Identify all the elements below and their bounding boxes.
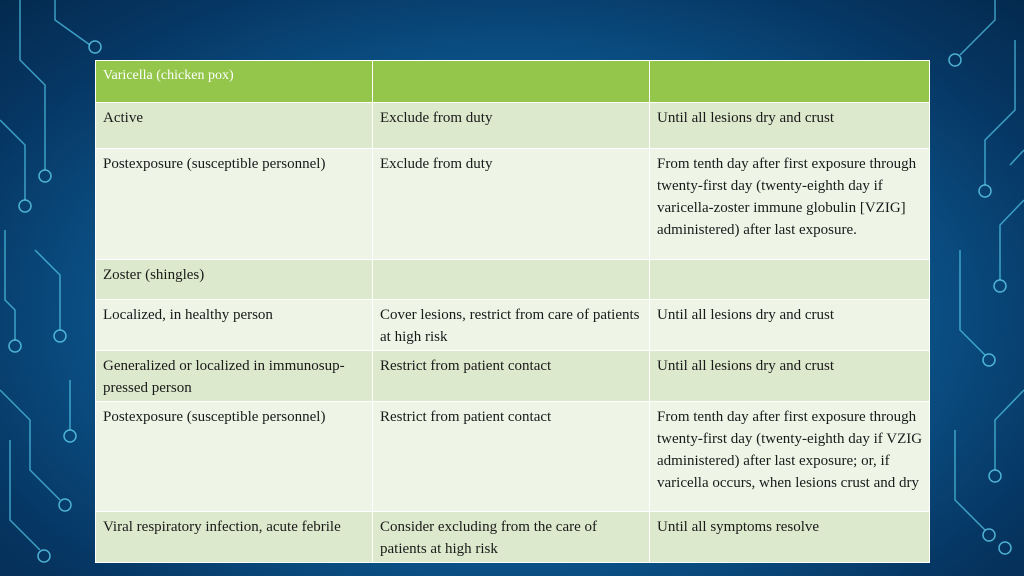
table-cell: Until all lesions dry and crust [650,351,930,402]
header-cell [650,61,930,103]
table-cell: Consider excluding from the care of patients at high risk [373,512,650,563]
table-row [96,300,930,351]
table-cell: Restrict from patient contact [373,351,650,402]
table-cell: Generalized or localized in immunosup- pressed person [96,351,373,402]
header-cell: Varicella (chicken pox) [96,61,373,103]
table-cell: Viral respiratory infection, acute febrile [96,512,373,563]
table-cell: Until all lesions dry and crust [650,300,930,351]
header-cell [373,61,650,103]
table-cell: Exclude from duty [373,103,650,149]
exclusion-table [95,60,930,563]
table-cell: Restrict from patient contact [373,402,650,512]
table-row [96,260,930,300]
table-cell: Until all lesions dry and crust [650,103,930,149]
table-row [96,402,930,512]
table-cell: Exclude from duty [373,149,650,260]
table-cell: Postexposure (susceptible personnel) [96,149,373,260]
table-header-row [96,61,930,103]
table-cell: Localized, in healthy person [96,300,373,351]
table-cell: Cover lesions, restrict from care of patients at high risk [373,300,650,351]
table-cell: Active [96,103,373,149]
table-cell [373,260,650,300]
table-cell [650,260,930,300]
table-row [96,351,930,402]
table-cell: From tenth day after first exposure through twenty-first day (twenty-eighth day if varicella-zoster immune globulin [VZIG] administered) after last exposure. [650,149,930,260]
table-cell: Until all symptoms resolve [650,512,930,563]
table-cell: From tenth day after first exposure through twenty-first day (twenty-eighth day if VZIG administered) after last exposure; or, if varicella occurs, when lesions crust and dry [650,402,930,512]
table-cell: Zoster (shingles) [96,260,373,300]
table-row [96,512,930,563]
table-row [96,149,930,260]
table-cell: Postexposure (susceptible personnel) [96,402,373,512]
table-row [96,103,930,149]
